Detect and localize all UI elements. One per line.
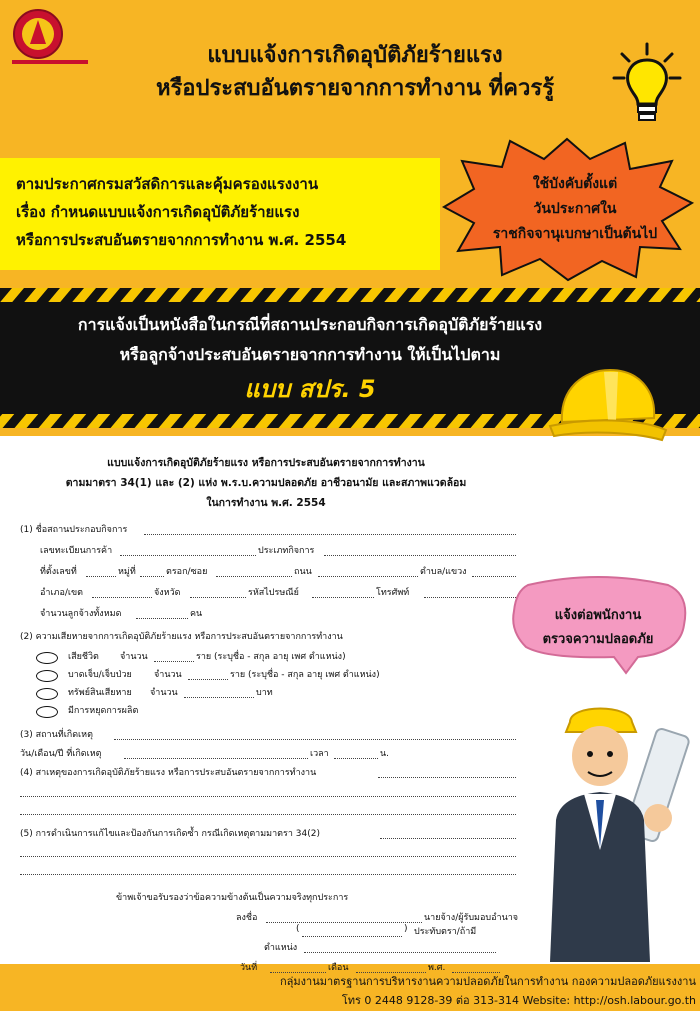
persons-label: คน [190,609,203,619]
prevention-field-1[interactable] [380,838,516,839]
district-label: อำเภอ/เขต [40,588,83,598]
section-5-label: (5) การดำเนินการแก้ไขและป้องกันการเกิดซ้ำ กรณีเกิดเหตุตามมาตรา 34(2) [20,829,320,839]
bubble-text [518,604,678,652]
time-field[interactable] [334,758,378,759]
hard-hat-icon [548,360,668,450]
title-line-1: แบบแจ้งการเกิดอุบัติภัยร้ายแรง [207,43,503,68]
road-field[interactable] [318,576,418,577]
business-type-field[interactable] [324,555,516,556]
section-1-label: (1) ชื่อสถานประกอบกิจการ [20,525,128,535]
announcement-line-3: หรือการประสบอันตรายจากการทำงาน พ.ศ. 2554 [16,231,347,249]
moo-label: หมู่ที่ [118,567,136,577]
form-title-2: ตามมาตรา 34(1) และ (2) แห่ง พ.ร.บ.ความปลอดภัย อาชีวอนามัย และสภาพแวดล้อม [65,477,467,489]
address-no-field[interactable] [86,576,116,577]
death-amount-label: จำนวน [120,652,148,662]
engineer-illustration [540,700,690,962]
death-label: เสียชีวิต [68,652,99,662]
death-checkbox[interactable] [36,652,58,664]
form-title-1: แบบแจ้งการเกิดอุบัติภัยร้ายแรง หรือการประสบอันตรายจากการทำงาน [107,457,425,469]
section-4-label: (4) สาเหตุของการเกิดอุบัติภัยร้ายแรง หรือการประสบอันตรายจากการทำงาน [20,768,317,778]
stopped-label: มีการหยุดการผลิต [68,706,139,716]
injured-checkbox[interactable] [36,670,58,682]
postal-field[interactable] [312,597,374,598]
phone-field[interactable] [424,597,516,598]
injured-label: บาดเจ็บ/เจ็บป่วย [68,670,132,680]
effective-line-3: ราชกิจจานุเบกษาเป็นต้นไป [492,226,658,242]
month-label: เดือน [328,963,349,973]
time-label: เวลา [310,749,329,759]
band-line-2: หรือลูกจ้างประสบอันตรายจากการทำงาน ให้เป็นไปตาม [119,345,501,364]
district-field[interactable] [92,597,152,598]
postal-label: รหัสไปรษณีย์ [248,588,299,598]
form-title-3: ในการทำงาน พ.ศ. 2554 [206,497,326,509]
baht-label: บาท [256,688,273,698]
section-2-label: (2) ความเสียหายจากการเกิดอุบัติภัยร้ายแรง หรือการประสบอันตรายจากการทำงาน [20,632,343,642]
position-field[interactable] [304,952,496,953]
employees-field[interactable] [136,618,188,619]
reg-no-label: เลขทะเบียนการค้า [40,546,113,556]
effective-line-2: วันประกาศใน [533,201,617,217]
subdistrict-label: ตำบล/แขวง [420,567,467,577]
road-label: ถนน [294,567,312,577]
certify-text: ข้าพเจ้าขอรับรองว่าข้อความข้างต้นเป็นความจริงทุกประการ [116,893,349,903]
address-no-label: ที่ตั้งเลขที่ [40,567,77,577]
prevention-field-2[interactable] [20,856,516,857]
announcement-line-2: เรื่อง กำหนดแบบแจ้งการเกิดอุบัติภัยร้ายแรง [16,203,300,221]
location-field[interactable] [114,739,516,740]
form-name-label: แบบ สปร. 5 [244,375,376,403]
time-unit-label: น. [380,749,390,759]
property-amount-label: จำนวน [150,688,178,698]
business-type-label: ประเภทกิจการ [258,546,315,556]
cause-field-2[interactable] [20,796,516,797]
sign-label: ลงชื่อ [236,913,258,923]
injured-amount-label: จำนวน [154,670,182,680]
province-field[interactable] [190,597,246,598]
announcement-line-1: ตามประกาศกรมสวัสดิการและคุ้มครองแรงงาน [16,175,319,193]
position-label: ตำแหน่ง [264,943,298,953]
moo-field[interactable] [140,576,164,577]
injured-detail-label: ราย (ระบุชื่อ - สกุล อายุ เพศ ตำแหน่ง) [230,670,380,680]
light-bulb-icon [612,40,682,126]
business-name-field[interactable] [144,534,516,535]
day-label: วันที่ [240,963,258,973]
signature-field[interactable] [266,922,422,923]
title-line-2: หรือประสบอันตรายจากการทำงาน ที่ควรรู้ [155,76,555,101]
property-checkbox[interactable] [36,688,58,700]
stamp-label: ประทับตรา/ถ้ามี [414,927,477,937]
cause-field-1[interactable] [378,777,516,778]
bubble-line-2: ตรวจความปลอดภัย [542,632,654,647]
announcement-block [0,158,440,270]
cause-field-3[interactable] [20,814,516,815]
accident-report-form [6,446,546,954]
soi-label: ตรอก/ซอย [166,567,208,577]
year-label: พ.ศ. [428,963,446,973]
employees-label: จำนวนลูกจ้างทั้งหมด [40,609,122,619]
date-field[interactable] [124,758,308,759]
band-text [20,310,600,370]
section-3-label: (3) สถานที่เกิดเหตุ [20,730,93,740]
printed-name-field[interactable] [302,936,402,937]
footer-contact: โทร 0 2448 9128-39 ต่อ 313-314 Website: http://osh.labour.go.th [341,994,696,1007]
paren-open: ( [296,924,300,934]
bubble-line-1: แจ้งต่อพนักงาน [554,608,642,623]
death-detail-label: ราย (ระบุชื่อ - สกุล อายุ เพศ ตำแหน่ง) [196,652,346,662]
band-line-1: การแจ้งเป็นหนังสือในกรณีที่สถานประกอบกิจการเกิดอุบัติภัยร้ายแรง [77,315,543,334]
prevention-field-3[interactable] [20,874,516,875]
page-title [120,40,590,106]
effective-date-text [470,172,680,247]
injured-amount-field[interactable] [188,679,228,680]
property-label: ทรัพย์สินเสียหาย [68,688,132,698]
employer-label: นายจ้าง/ผู้รับมอบอำนาจ [424,913,519,923]
phone-label: โทรศัพท์ [376,588,410,598]
death-amount-field[interactable] [154,661,194,662]
paren-close: ) [404,924,408,934]
date-label: วัน/เดือน/ปี ที่เกิดเหตุ [20,749,102,759]
soi-field[interactable] [216,576,292,577]
province-label: จังหวัด [154,588,181,598]
reg-no-field[interactable] [120,555,256,556]
effective-line-1: ใช้บังคับตั้งแต่ [532,176,618,192]
stopped-checkbox[interactable] [36,706,58,718]
property-amount-field[interactable] [184,697,254,698]
footer-department: กลุ่มงานมาตรฐานการบริหารงานความปลอดภัยในการทำงาน กองความปลอดภัยแรงงาน [280,975,696,988]
department-logo [8,8,92,68]
